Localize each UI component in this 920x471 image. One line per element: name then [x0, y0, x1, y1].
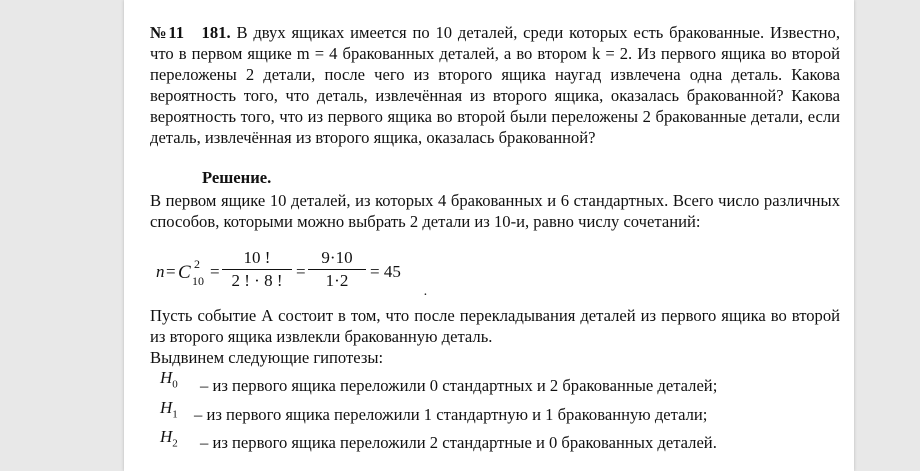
- fraction-factorial-den: 2 ! · 8 !: [231, 271, 283, 290]
- formula-lhs: n: [156, 262, 165, 281]
- formula-eq-2: =: [210, 262, 220, 281]
- combination-formula: [156, 244, 456, 304]
- event-text: Пусть событие А состоит в том, что после перекладывания деталей из первого ящика во второй из второго ящика извлекли бракованную деталь.: [150, 306, 840, 346]
- formula-c: C: [178, 262, 191, 283]
- fraction-simplified-den: 1·2: [325, 271, 349, 290]
- formula-eq-3: =: [296, 262, 306, 281]
- formula-result: = 45: [370, 262, 401, 281]
- solution-intro: В первом ящике 10 деталей, из которых 4 бракованных и 6 стандартных. Всего число различных способов, которыми можно выбрать 2 детали из 10-и, равно числу сочетаний:: [150, 191, 840, 231]
- fraction-simplified-num: 9·10: [321, 248, 353, 267]
- fraction-bar: [308, 269, 366, 270]
- fraction-factorial: [222, 248, 292, 291]
- problem-text: В двух ящиках имеется по 10 деталей, среди которых есть бракованные. Известно, что в первом ящике m = 4 бракованных деталей, а во втором k = 2. Из первого ящика во второй переложены 2 детали, после чего из второго ящика наугад извлечена одна деталь. Какова вероятность того, что деталь, извлечённая из второго ящика, оказалась бракованной? Какова вероятность того, что из первого ящика во второй были переложены 2 бракованные детали, если деталь, извлечённая из второго ящика, оказалась бракованной?: [150, 23, 840, 147]
- fraction-factorial-num: 10 !: [243, 248, 271, 267]
- fraction-simplified: [308, 248, 366, 291]
- problem-number: №11: [150, 23, 185, 42]
- task-id: 181.: [201, 23, 231, 42]
- hypothesis-symbol-0: $H_0$: [160, 368, 178, 391]
- hypotheses-intro: Выдвинем следующие гипотезы:: [150, 348, 384, 367]
- hypothesis-symbol-2: $H_2$: [160, 427, 178, 450]
- formula-trailing-dot: .: [424, 284, 428, 299]
- hypothesis-text-0: – из первого ящика переложили 0 стандартных и 2 бракованные деталей;: [200, 376, 718, 395]
- hypothesis-text-2: – из первого ящика переложили 2 стандартные и 0 бракованных деталей.: [200, 433, 717, 452]
- solution-title: Решение.: [202, 168, 272, 187]
- document-page: [124, 0, 854, 471]
- formula-c-sub: 10: [192, 274, 204, 288]
- hypothesis-text-1: – из первого ящика переложили 1 стандартную и 1 бракованную детали;: [194, 405, 708, 424]
- fraction-bar: [222, 269, 292, 270]
- problem-statement: [150, 22, 840, 148]
- problem-block: [150, 22, 840, 148]
- hypothesis-symbol-1: $H_1$: [160, 398, 178, 421]
- event-description: [150, 305, 840, 368]
- formula-eq-1: =: [166, 262, 176, 281]
- formula-c-sup: 2: [194, 257, 200, 271]
